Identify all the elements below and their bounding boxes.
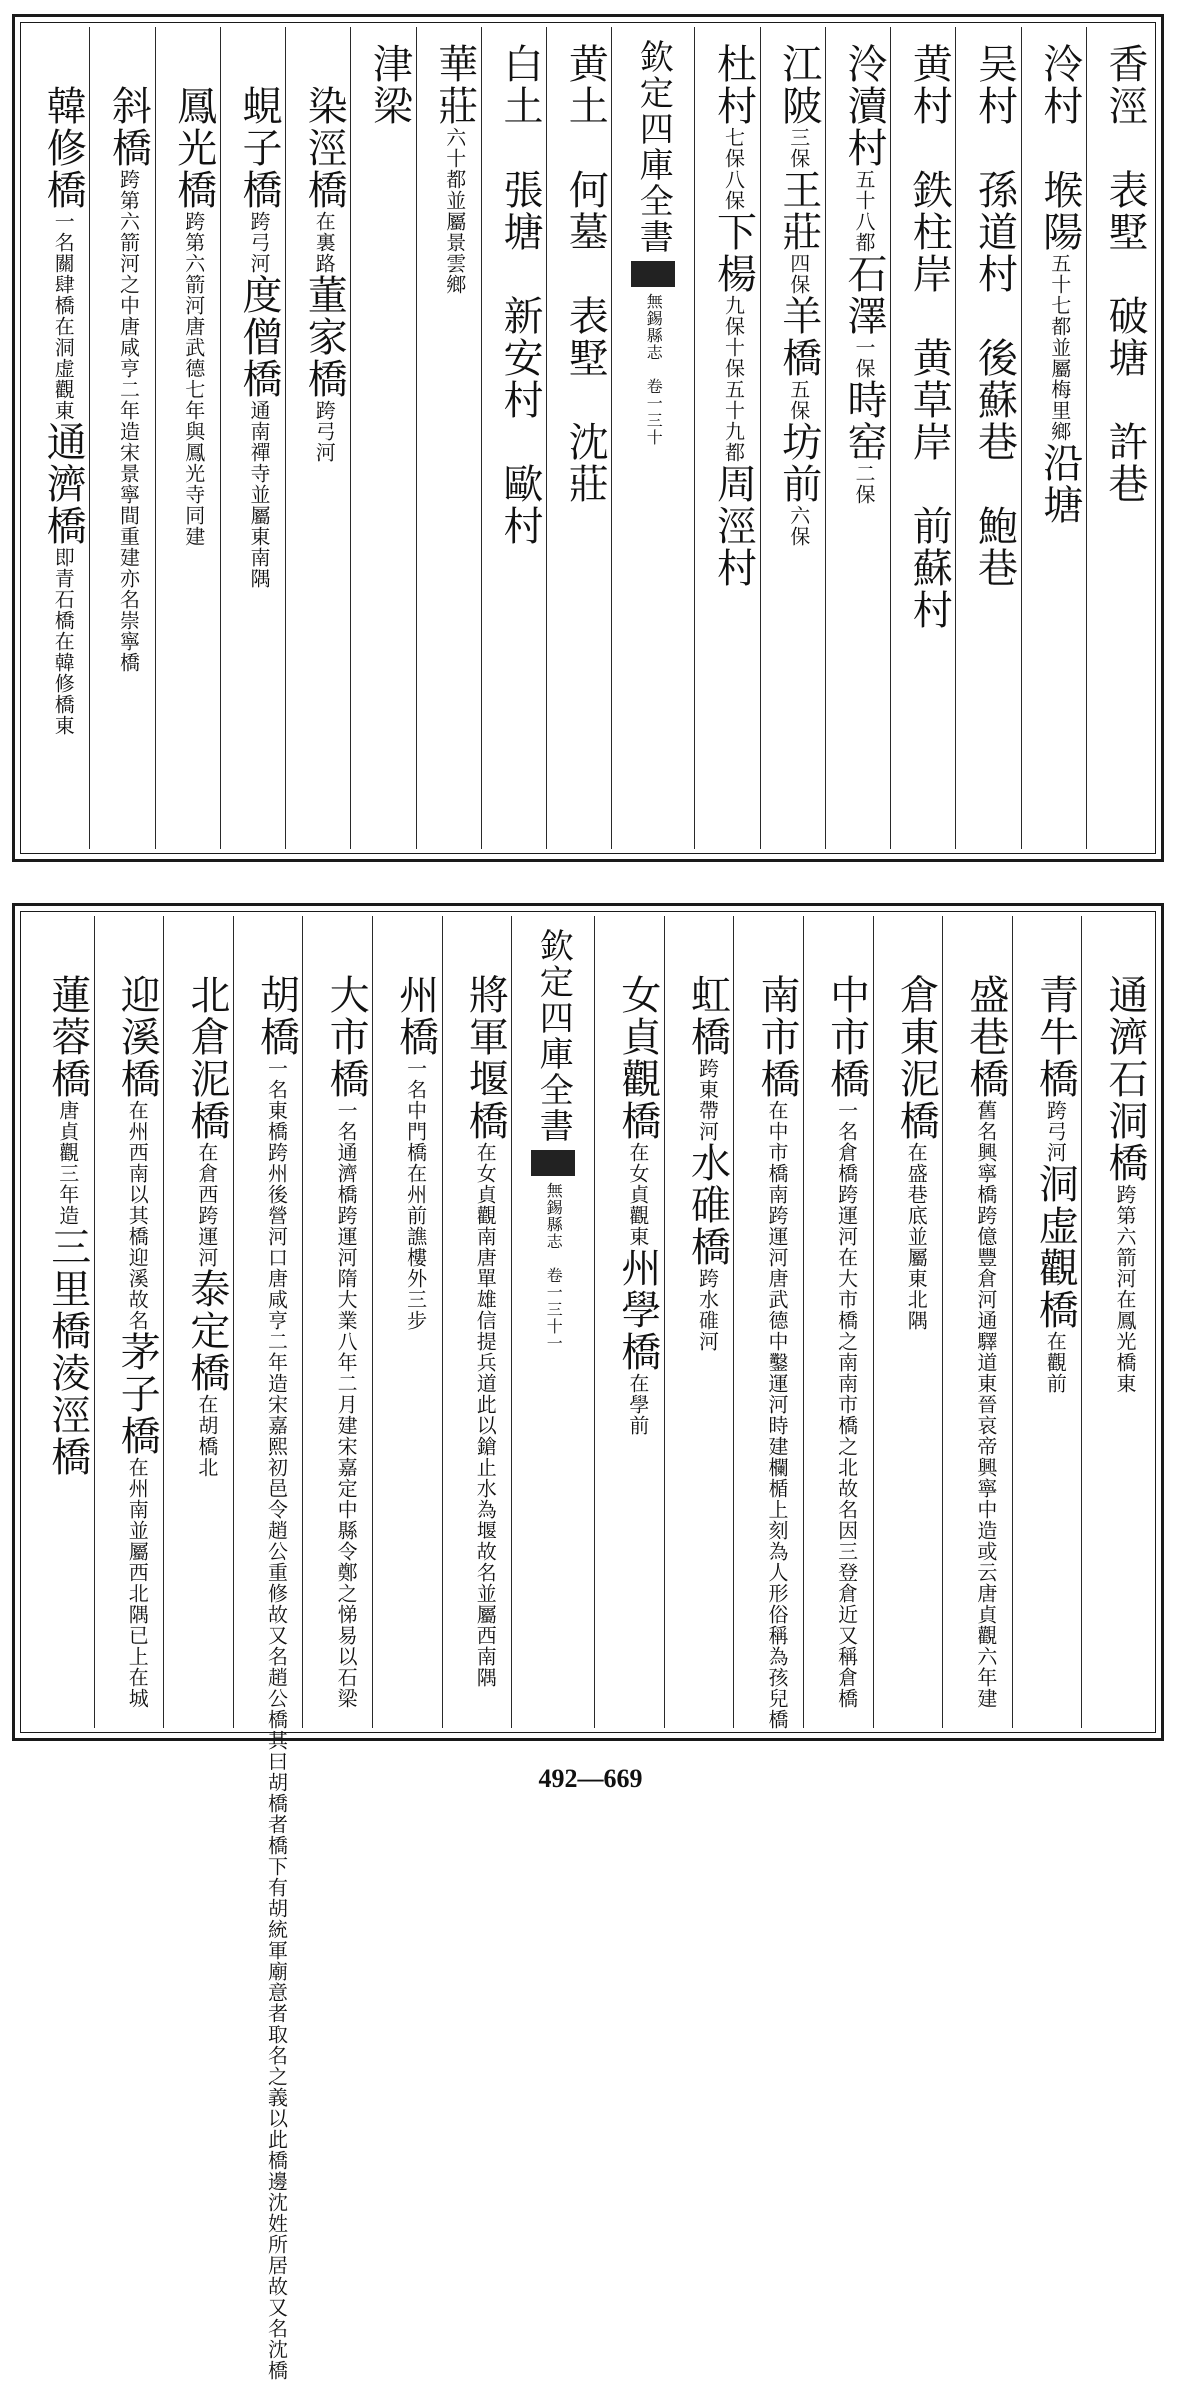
entry-text: 華莊 (431, 43, 478, 127)
entry-text: 南市橋 (754, 974, 801, 1100)
annotation-note: 在倉西跨運河 (194, 1142, 219, 1268)
text-column (1021, 27, 1086, 849)
entry-text: 淩涇橋 (44, 1352, 91, 1478)
annotation-note: 七保八保 (721, 127, 746, 211)
center-fold-column (611, 27, 694, 849)
annotation-note: 在觀前 (1043, 1331, 1068, 1394)
text-column (1081, 916, 1151, 1728)
text-column (372, 916, 442, 1728)
entry-text: 北倉泥橋 (183, 974, 230, 1142)
book-title: 欽定四庫全書 (633, 39, 674, 255)
text-column (760, 27, 825, 849)
entry-text: 坊前 (775, 421, 822, 505)
annotation-note: 跨弓河 (247, 211, 271, 274)
text-column (546, 27, 611, 849)
annotation-note: 唐貞觀三年造 (55, 1100, 80, 1226)
annotation-note: 跨弓河 (1043, 1100, 1068, 1163)
text-column (442, 916, 512, 1728)
entry-text: 時窑 (841, 379, 887, 463)
annotation-note: 一名倉橋跨運河在大市橋之南南市橋之北故名因三登倉近又稱倉橋 (834, 1100, 859, 1709)
text-column (416, 27, 481, 849)
text-column (163, 916, 233, 1728)
entry-text: 水碓橋 (684, 1142, 731, 1268)
entry-text: 下楊 (710, 211, 757, 295)
text-column (350, 27, 415, 849)
annotation-note: 五十七都並屬梅里鄉 (1047, 253, 1072, 442)
annotation-note: 在盛巷底並屬東北隅 (904, 1142, 929, 1331)
entry-text: 泰定橋 (183, 1268, 230, 1394)
entry-text: 杜村 (710, 43, 757, 127)
entry-text: 通濟石洞橋 (1102, 974, 1148, 1184)
entry-text: 虹橋 (684, 974, 731, 1058)
annotation-note: 在裏路 (312, 211, 337, 274)
text-column (481, 27, 546, 849)
text-column (1012, 916, 1082, 1728)
annotation-note: 在女貞觀東 (625, 1142, 650, 1247)
entry-text: 沿塘 (1036, 442, 1083, 526)
entry-text: 三里橋 (44, 1226, 91, 1352)
annotation-note: 跨第六箭河唐武德七年與鳳光寺同建 (181, 211, 206, 547)
entry-text: 茅子橋 (114, 1331, 161, 1457)
entry-text: 王莊 (775, 169, 822, 253)
folio-number: 三十 (644, 412, 664, 446)
annotation-note: 在中市橋南跨運河唐武德中鑿運河時建欄楯上刻為人形俗稱為孩兒橋 (765, 1100, 790, 1730)
entry-text: 鳳光橋 (170, 85, 217, 211)
entry-text: 中市橋 (823, 974, 870, 1100)
text-column (594, 916, 664, 1728)
text-column (873, 916, 943, 1728)
annotation-note: 跨水碓河 (695, 1268, 720, 1352)
text-column (1086, 27, 1151, 849)
entry-text: 津梁 (366, 43, 413, 127)
annotation-note: 一保 (852, 337, 876, 379)
entry-text: 青牛橋 (1032, 974, 1079, 1100)
entry-text: 倉東泥橋 (893, 974, 940, 1142)
text-column (825, 27, 890, 849)
entry-text: 香涇 表墅 破塘 許巷 (1102, 43, 1148, 505)
annotation-note: 跨第六箭河在鳳光橋東 (1113, 1184, 1137, 1394)
text-column (25, 916, 94, 1728)
text-column (890, 27, 955, 849)
annotation-note: 二保 (852, 463, 876, 505)
center-fold-column (511, 916, 594, 1728)
text-column (664, 916, 734, 1728)
text-column (220, 27, 285, 849)
text-column (25, 27, 89, 849)
text-column (955, 27, 1020, 849)
annotation-note: 通南禪寺並屬東南隅 (247, 400, 271, 589)
entry-text: 盛巷橋 (962, 974, 1009, 1100)
entry-text: 胡橋 (253, 974, 300, 1058)
volume-label: 無錫縣志 卷一 (544, 1182, 564, 1301)
page-number-footer: 492—669 (538, 1764, 643, 1793)
entry-text: 泠村 堠陽 (1036, 43, 1083, 253)
entry-text: 黄土 何墓 表墅 沈莊 (562, 43, 609, 505)
entry-text: 羊橋 (775, 295, 822, 379)
annotation-note: 六保 (786, 505, 811, 547)
entry-text: 洞虚觀橋 (1032, 1163, 1079, 1331)
annotation-note: 一名中門橋在州前譙樓外三步 (403, 1058, 428, 1331)
annotation-note: 在州南並屬西北隅已上在城 (125, 1457, 150, 1709)
annotation-note: 一名東橋跨州後營河口唐咸亨二年造宋嘉熙初邑令趙公重修故又名趙公橋其曰胡橋者橋下有胡統軍廟意者取名之義以此橋邊沈姓所居故又名沈橋 (264, 1058, 289, 2381)
entry-text: 白土 張塘 新安村 歐村 (497, 43, 543, 547)
entry-text: 蓮蓉橋 (44, 974, 91, 1100)
annotation-note: 在胡橋北 (194, 1394, 219, 1478)
entry-text: 女貞觀橋 (614, 974, 661, 1142)
annotation-note: 在州西南以其橋迎溪故名 (125, 1100, 150, 1331)
annotation-note: 一名關肆橋在洞虚觀東 (51, 211, 76, 421)
annotation-note: 跨第六箭河之中唐咸亨二年造宋景寧間重建亦名崇寧橋 (116, 169, 141, 673)
entry-text: 黄村 鉄柱岸 黄草岸 前蘇村 (906, 43, 953, 631)
text-column (233, 916, 303, 2381)
annotation-note: 一名通濟橋跨運河隋大業八年二月建宋嘉定中縣令鄭之悌易以石梁 (334, 1100, 359, 1709)
annotation-note: 跨弓河 (312, 400, 337, 463)
entry-text: 周涇村 (710, 463, 757, 589)
entry-text: 迎溪橋 (114, 974, 161, 1100)
annotation-note: 六十都並屬景雲鄉 (442, 127, 467, 295)
text-column (942, 916, 1012, 1728)
top-page-frame (12, 14, 1164, 862)
annotation-note: 五保 (786, 379, 811, 421)
top-page-columns (25, 27, 1151, 849)
entry-text: 蜆子橋 (236, 85, 282, 211)
book-title: 欽定四庫全書 (533, 928, 574, 1144)
folio-number: 三十一 (544, 1301, 564, 1352)
annotation-note: 即青石橋在韓修橋東 (51, 547, 76, 736)
entry-text: 染涇橋 (301, 85, 348, 211)
annotation-note: 九保十保五十九都 (721, 295, 746, 463)
text-column (694, 27, 759, 849)
volume-label: 無錫縣志 卷一 (644, 293, 664, 412)
annotation-note: 跨東帶河 (695, 1058, 720, 1142)
entry-text: 將軍堰橋 (462, 974, 509, 1142)
annotation-note: 三保 (786, 127, 811, 169)
entry-text: 石澤 (841, 253, 887, 337)
text-column (94, 916, 164, 1728)
text-column (155, 27, 220, 849)
entry-text: 泠瀆村 (841, 43, 887, 169)
entry-text: 韓修橋 (40, 85, 87, 211)
entry-text: 度僧橋 (236, 274, 282, 400)
entry-text: 通濟橋 (40, 421, 87, 547)
entry-text: 斜橋 (105, 85, 152, 169)
text-column (89, 27, 154, 849)
annotation-note: 舊名興寧橋跨億豐倉河通驛道東晉哀帝興寧中造或云唐貞觀六年建 (973, 1100, 998, 1709)
entry-text: 江陂 (775, 43, 822, 127)
entry-text: 州橋 (392, 974, 439, 1058)
annotation-note: 五十八都 (852, 169, 876, 253)
entry-text: 大市橋 (323, 974, 370, 1100)
annotation-note: 在學前 (625, 1373, 650, 1436)
entry-text: 州學橋 (614, 1247, 661, 1373)
text-column (803, 916, 873, 1728)
text-column (285, 27, 350, 849)
annotation-note: 在女貞觀南唐單雄信提兵道此以鎗止水為堰故名並屬西南隅 (473, 1142, 498, 1688)
text-column (733, 916, 803, 1728)
entry-text: 董家橋 (301, 274, 348, 400)
entry-text: 吴村 孫道村 後蘇巷 鮑巷 (971, 43, 1018, 589)
text-column (302, 916, 372, 1728)
annotation-note: 四保 (786, 253, 811, 295)
